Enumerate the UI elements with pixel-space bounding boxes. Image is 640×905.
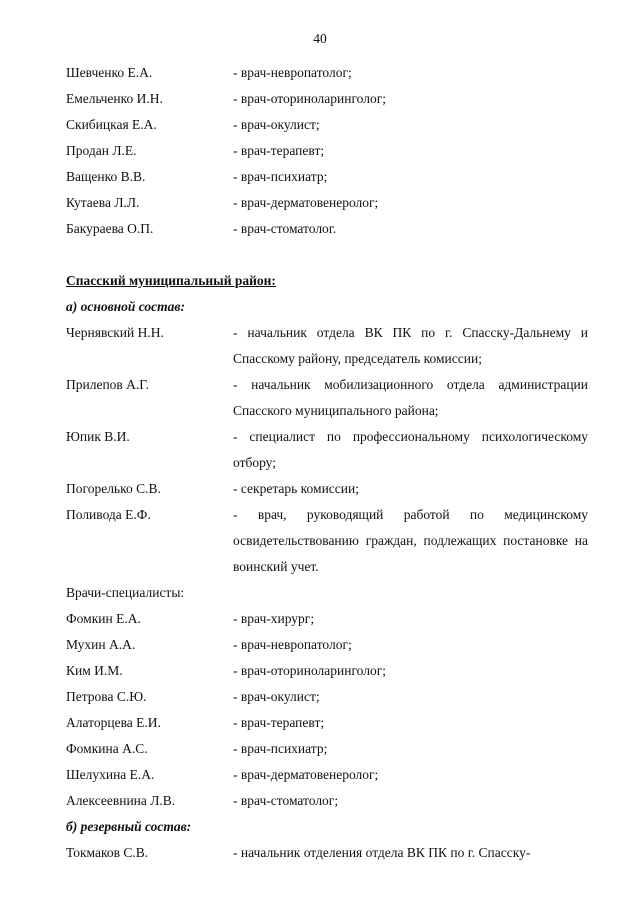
list-item (66, 710, 588, 736)
member-role: - врач-окулист; (233, 117, 320, 132)
member-role: - начальник отделения отдела ВК ПК по г. Спасску- (233, 845, 531, 860)
member-name: Продан Л.Е. (66, 143, 137, 158)
list-item (66, 424, 588, 476)
member-name: Алексеевнина Л.В. (66, 793, 176, 808)
member-name: Юпик В.И. (66, 429, 130, 444)
member-role: - врач, руководящий работой по медицинскому освидетельствованию граждан, подлежащих постановке на воинский учет. (233, 507, 588, 574)
main-composition-heading: а) основной состав: (66, 299, 185, 314)
list-item (66, 502, 588, 580)
member-role: - врач-терапевт; (233, 143, 325, 158)
member-role: - специалист по профессиональному психологическому отбору; (233, 429, 588, 470)
page-number: 40 (313, 31, 327, 46)
member-role: - врач-дерматовенеролог; (233, 767, 379, 782)
member-name: Петрова С.Ю. (66, 689, 147, 704)
list-item (66, 216, 588, 242)
member-name: Шевченко Е.А. (66, 65, 153, 80)
member-role: - врач-дерматовенеролог; (233, 195, 379, 210)
member-name: Погорелько С.В. (66, 481, 161, 496)
member-role: - врач-терапевт; (233, 715, 325, 730)
list-item (66, 762, 588, 788)
member-name: Фомкина А.С. (66, 741, 148, 756)
member-role: - врач-окулист; (233, 689, 320, 704)
member-name: Поливода Е.Ф. (66, 507, 151, 522)
member-role: - начальник отдела ВК ПК по г. Спасску-Дальнему и Спасскому району, председатель комиссии; (233, 325, 588, 366)
member-name: Прилепов А.Г. (66, 377, 149, 392)
main-composition-list (66, 320, 588, 580)
member-name: Фомкин Е.А. (66, 611, 141, 626)
reserve-list (66, 840, 588, 866)
doctors-list (66, 606, 588, 814)
member-role: - врач-психиатр; (233, 169, 328, 184)
list-item (66, 606, 588, 632)
member-role: - врач-невропатолог; (233, 637, 352, 652)
member-name: Ким И.М. (66, 663, 123, 678)
spacer (66, 242, 588, 268)
member-role: - врач-оториноларинголог; (233, 91, 387, 106)
group1-list (66, 60, 588, 242)
member-name: Мухин А.А. (66, 637, 136, 652)
list-item (66, 190, 588, 216)
list-item (66, 372, 588, 424)
member-name: Чернявский Н.Н. (66, 325, 164, 340)
member-name: Шелухина Е.А. (66, 767, 155, 782)
member-role: - врач-стоматолог; (233, 793, 339, 808)
list-item (66, 60, 588, 86)
list-item (66, 658, 588, 684)
list-item (66, 736, 588, 762)
member-name: Ващенко В.В. (66, 169, 146, 184)
member-name: Алаторцева Е.И. (66, 715, 161, 730)
member-role: - врач-хирург; (233, 611, 315, 626)
list-item (66, 86, 588, 112)
member-role: - секретарь комиссии; (233, 481, 359, 496)
list-item (66, 476, 588, 502)
list-item (66, 164, 588, 190)
district-title: Спасский муниципальный район: (66, 273, 276, 288)
member-name: Кутаева Л.Л. (66, 195, 140, 210)
list-item (66, 632, 588, 658)
list-item (66, 684, 588, 710)
document-body (66, 60, 588, 866)
member-role: - начальник мобилизационного отдела администрации Спасского муниципального района; (233, 377, 588, 418)
member-role: - врач-оториноларинголог; (233, 663, 387, 678)
member-name: Бакураева О.П. (66, 221, 154, 236)
member-role: - врач-невропатолог; (233, 65, 352, 80)
list-item (66, 112, 588, 138)
list-item (66, 320, 588, 372)
list-item (66, 840, 588, 866)
list-item (66, 788, 588, 814)
member-name: Скибицкая Е.А. (66, 117, 157, 132)
member-role: - врач-стоматолог. (233, 221, 337, 236)
doctors-heading: Врачи-специалисты: (66, 585, 185, 600)
reserve-composition-heading: б) резервный состав: (66, 819, 192, 834)
member-role: - врач-психиатр; (233, 741, 328, 756)
member-name: Токмаков С.В. (66, 845, 149, 860)
list-item (66, 138, 588, 164)
member-name: Емельченко И.Н. (66, 91, 163, 106)
